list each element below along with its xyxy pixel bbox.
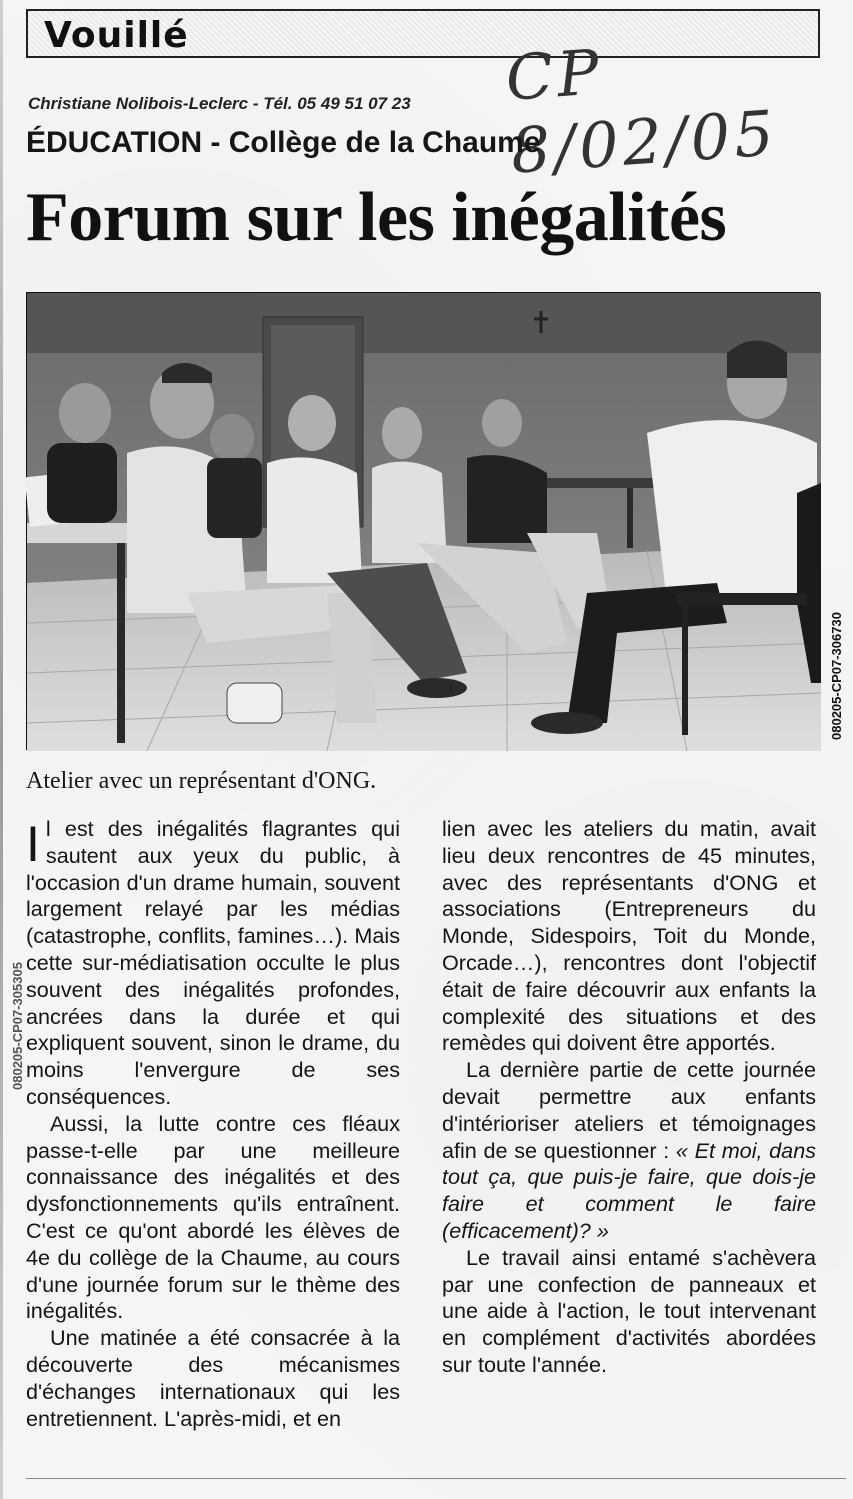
student-quote: « Et moi, dans tout ça, que puis-je faire, que dois-je faire et comment le faire (efficacement)? » (442, 1137, 817, 1243)
paragraph: lien avec les ateliers du matin, avait lieu deux rencontres de 45 minutes, avec des représentants d'ONG et associations (Entrepreneurs du Monde, Sidespoirs, Toit du Monde, Orcade…), rencontres dont l'objectif était de faire découvrir aux enfants la complexité des situations et des remèdes qui doivent être apportés. (442, 816, 816, 1056)
paragraph: Aussi, la lutte contre ces fléaux passe-t-elle par une meilleure connaissance des inégalités et des dysfonctionnements qu'ils entraînent. C'est ce qu'ont abordé les élèves de 4e du collège de la Chaume, au cours d'une journée forum sur le thème des inégalités. (26, 1110, 400, 1324)
page-bottom-rule (26, 1478, 846, 1479)
paragraph (26, 816, 400, 1111)
headline: Forum sur les inégalités (26, 179, 727, 256)
handwritten-note: CP 8/02/05 (503, 35, 780, 188)
drop-cap: I (26, 816, 40, 872)
photo-reference-text: 080205-CP07-306730 (829, 612, 844, 740)
article-column-1 (26, 816, 400, 1432)
paragraph: Une matinée a été consacrée à la découverte des mécanismes d'échanges internationaux qui les entretiennent. L'après-midi, et en (26, 1325, 400, 1431)
town-name: Vouillé (44, 15, 189, 56)
paragraph-text: La dernière partie de cette journée devait permettre aux enfants d'intérioriser ateliers et témoignages afin de se questionner : (442, 1057, 816, 1163)
margin-reference-text: 080205-CP07-305305 (10, 962, 25, 1090)
paragraph-text: l est des inégalités flagrantes qui sautent aux yeux du public, à l'occasion d'un drame humain, souvent largement relayé par les médias (catastrophe, conflits, famines…). Mais cette sur-médiatisation occulte le plus souvent des inégalités profondes, ancrées dans la durée et qui expliquent souvent, sinon le drame, du moins l'envergure de ses conséquences. (26, 816, 400, 1109)
article-column-2 (442, 816, 816, 1379)
section-title: ÉDUCATION - Collège de la Chaume (26, 126, 541, 159)
article-photo (26, 292, 820, 750)
scan-edge (0, 0, 3, 1499)
photo-illustration (27, 293, 821, 751)
photo-caption: Atelier avec un représentant d'ONG. (26, 768, 377, 794)
margin-reference-code (0, 900, 25, 1100)
paragraph: Le travail ainsi entamé s'achèvera par une confection de panneaux et une aide à l'action, le tout intervenant en complément d'activités abordées sur toute l'année. (442, 1244, 816, 1377)
photo-reference-code (829, 580, 849, 750)
paragraph (442, 1057, 816, 1245)
byline: Christiane Nolibois-Leclerc - Tél. 05 49 51 07 23 (28, 94, 411, 113)
